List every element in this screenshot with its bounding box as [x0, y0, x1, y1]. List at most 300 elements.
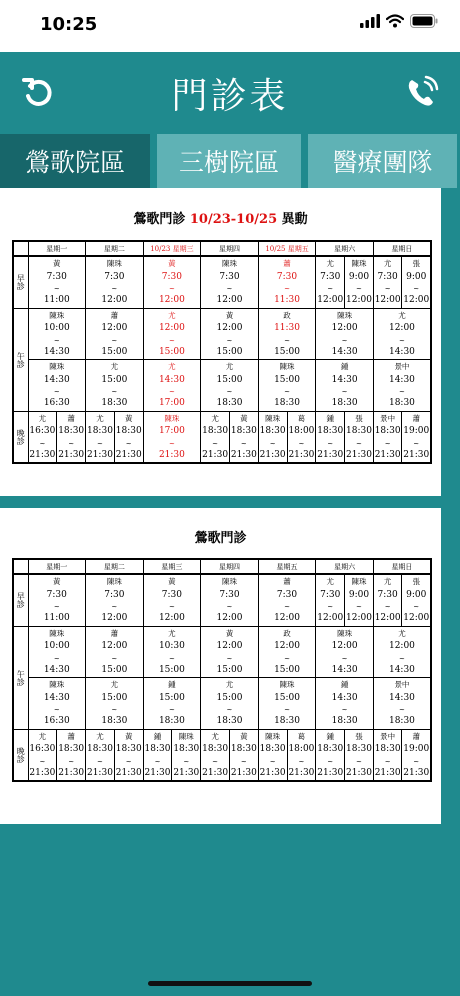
time-separator: ~ [168, 336, 175, 345]
time-separator: ~ [226, 654, 233, 663]
start-time: 16:30 [29, 744, 56, 754]
day-header: 星期四 [201, 559, 259, 574]
schedule-table [12, 558, 432, 782]
doctor-name: 葛 [297, 731, 306, 741]
start-time: 18:30 [58, 744, 85, 754]
end-time: 21:30 [259, 767, 286, 778]
end-time: 12:00 [346, 295, 372, 305]
schedule-cell [86, 729, 144, 781]
doctor-name: 尤 [225, 362, 234, 371]
start-time: 9:00 [406, 271, 427, 282]
clinic-slot [86, 257, 143, 308]
time-separator: ~ [212, 439, 219, 448]
doctor-name: 黃 [53, 259, 61, 268]
session-label: 早診 [13, 574, 28, 626]
session-label: 晚診 [13, 729, 28, 781]
schedule-cell [373, 574, 431, 626]
schedule-cell [86, 308, 144, 360]
schedule-table [12, 240, 432, 464]
start-time: 18:30 [230, 744, 257, 754]
clinic-slot [144, 678, 201, 729]
schedule-cell [28, 256, 86, 308]
end-time: 21:30 [230, 767, 257, 778]
time-separator: ~ [154, 757, 161, 766]
end-time: 18:30 [101, 716, 128, 726]
doctor-name: 張 [355, 731, 363, 741]
doctor-name: 黃 [225, 628, 234, 638]
end-time: 11:00 [43, 295, 70, 305]
clinic-slot [171, 730, 200, 781]
end-time: 21:30 [317, 767, 344, 778]
start-time: 15:00 [216, 692, 243, 703]
start-time: 12:00 [101, 323, 128, 333]
clinic-slot [374, 575, 402, 626]
time-separator: ~ [284, 603, 290, 611]
clinic-slot [401, 412, 430, 463]
clinic-slot [144, 627, 201, 678]
start-time: 15:00 [101, 374, 128, 385]
clinic-slot [144, 730, 172, 781]
time-separator: ~ [125, 757, 132, 766]
end-time: 15:00 [158, 346, 185, 357]
clinic-slot [316, 678, 373, 729]
clinic-slot [287, 412, 316, 463]
clinic-slot [374, 412, 402, 463]
doctor-name: 尤 [110, 362, 119, 371]
schedule-cell [28, 411, 86, 463]
doctor-name: 景中 [394, 680, 410, 689]
clinic-slot [201, 412, 229, 463]
day-header: 星期五 [258, 559, 316, 574]
start-time: 18:30 [374, 426, 401, 436]
start-time: 14:30 [43, 692, 70, 703]
schedule-cell [143, 729, 201, 781]
time-separator: ~ [226, 285, 233, 293]
wifi-icon [386, 14, 404, 28]
clinic-slot [344, 575, 373, 626]
clinic-slot [29, 257, 86, 308]
end-time: 14:30 [43, 346, 70, 357]
doctor-name: 陳珠 [265, 413, 281, 423]
schedule-cell [143, 678, 201, 730]
end-time: 15:00 [101, 346, 128, 357]
end-time: 21:30 [29, 449, 56, 460]
time-separator: ~ [384, 603, 391, 611]
clinic-slot [374, 678, 430, 729]
start-time: 18:30 [202, 426, 229, 436]
start-time: 7:30 [161, 589, 183, 600]
schedule-cell [316, 678, 374, 730]
doctor-name: 陳珠 [49, 362, 65, 371]
end-time: 11:30 [274, 295, 300, 305]
doctor-name: 陳珠 [265, 731, 281, 741]
clinic-slot [344, 257, 373, 308]
start-time: 11:30 [274, 323, 300, 333]
clinic-slot [401, 730, 430, 781]
start-time: 7:30 [104, 589, 125, 600]
time-separator: ~ [341, 388, 348, 396]
status-time: 10:25 [40, 14, 98, 35]
schedule-cell [201, 308, 259, 360]
clinic-slot [316, 257, 344, 308]
start-time: 15:00 [274, 374, 300, 385]
schedule-title: 鶯歌門診 [194, 531, 247, 546]
end-time: 21:30 [403, 767, 430, 778]
start-time: 7:30 [104, 271, 125, 282]
schedule-cell [316, 411, 374, 463]
start-time: 14:30 [158, 374, 185, 385]
schedule-cell [86, 360, 144, 412]
start-time: 12:00 [388, 323, 415, 333]
end-time: 21:30 [58, 767, 85, 778]
start-time: 18:30 [259, 426, 286, 436]
time-separator: ~ [53, 603, 60, 611]
time-separator: ~ [111, 603, 118, 611]
time-separator: ~ [327, 757, 334, 766]
doctor-name: 尤 [168, 310, 176, 320]
start-time: 12:00 [388, 641, 415, 651]
tab-medical-team[interactable]: 醫療團隊 [308, 134, 457, 188]
doctor-name: 政 [283, 628, 291, 638]
clinic-slot [29, 575, 86, 626]
end-time: 12:00 [346, 613, 372, 623]
time-separator: ~ [399, 654, 405, 663]
clinic-slot [374, 309, 430, 360]
start-time: 12:00 [216, 641, 243, 651]
start-time: 18:30 [173, 744, 200, 754]
start-time: 7:30 [276, 271, 298, 282]
start-time: 18:30 [115, 426, 142, 436]
schedule-cell [28, 678, 86, 730]
time-separator: ~ [240, 757, 247, 766]
end-time: 12:00 [317, 613, 344, 623]
clinic-slot [316, 730, 344, 781]
schedule-cell [258, 308, 316, 360]
start-time: 18:30 [346, 426, 372, 436]
doctor-name: 尤 [38, 413, 47, 423]
schedule-cell [28, 360, 86, 412]
schedule-panel-changes [0, 188, 441, 496]
doctor-name: 尤 [96, 731, 104, 741]
start-time: 19:00 [403, 426, 430, 436]
clinic-slot [344, 412, 373, 463]
doctor-name: 黃 [168, 259, 176, 268]
time-separator: ~ [39, 439, 46, 448]
time-separator: ~ [53, 654, 60, 663]
doctor-name: 黃 [124, 413, 133, 423]
schedule-cell [143, 626, 201, 678]
start-time: 12:00 [101, 641, 128, 651]
time-separator: ~ [341, 336, 348, 345]
end-time: 21:30 [374, 767, 401, 778]
doctor-name: 蕭 [67, 731, 75, 741]
start-time: 9:00 [406, 589, 427, 600]
schedule-cell [316, 256, 374, 308]
start-time: 18:30 [374, 744, 401, 754]
start-time: 9:00 [348, 589, 370, 600]
schedule-cell [86, 411, 144, 463]
end-time: 21:30 [374, 449, 401, 460]
end-time: 21:30 [346, 449, 372, 460]
doctor-name: 黃 [53, 577, 61, 586]
day-header: 星期一 [28, 559, 86, 574]
doctor-name: 尤 [38, 731, 47, 741]
day-header: 10/23 星期三 [143, 241, 201, 256]
end-time: 12:00 [216, 613, 243, 623]
schedule-cell [28, 729, 86, 781]
doctor-name: 陳珠 [221, 577, 237, 586]
doctor-name: 景中 [380, 413, 396, 423]
clinic-slot [201, 678, 258, 729]
end-time: 15:00 [216, 664, 243, 675]
start-time: 10:00 [43, 641, 70, 651]
schedule-cell [373, 308, 431, 360]
doctor-name: 陳珠 [164, 413, 180, 423]
time-separator: ~ [97, 439, 103, 448]
clinic-slot [374, 360, 430, 411]
end-time: 14:30 [388, 664, 415, 675]
end-time: 12:00 [101, 613, 128, 623]
start-time: 14:30 [388, 374, 415, 385]
time-separator: ~ [284, 388, 290, 396]
start-time: 17:00 [158, 426, 185, 436]
clinic-slot [56, 730, 85, 781]
doctor-name: 陳珠 [351, 577, 367, 586]
session-label: 晚診 [13, 411, 28, 463]
start-time: 18:30 [202, 744, 229, 754]
start-time: 15:00 [274, 692, 300, 703]
day-header: 星期四 [201, 241, 259, 256]
end-time: 21:30 [288, 767, 315, 778]
doctor-name: 黃 [168, 577, 176, 586]
doctor-name: 尤 [168, 362, 176, 371]
start-time: 7:30 [219, 589, 240, 600]
time-separator: ~ [413, 603, 420, 611]
time-separator: ~ [39, 757, 46, 766]
doctor-name: 尤 [326, 259, 334, 268]
clinic-slot [374, 257, 402, 308]
clinic-slot [29, 360, 86, 411]
time-separator: ~ [168, 388, 175, 396]
time-separator: ~ [212, 757, 219, 766]
schedule-cell [373, 729, 431, 781]
time-separator: ~ [284, 285, 290, 293]
end-time: 15:00 [101, 664, 128, 675]
end-time: 21:30 [202, 767, 229, 778]
clinic-slot [201, 575, 258, 626]
time-separator: ~ [240, 439, 247, 448]
start-time: 18:30 [259, 744, 286, 754]
day-header: 10/25 星期五 [258, 241, 316, 256]
doctor-name: 尤 [383, 259, 392, 268]
time-separator: ~ [226, 603, 233, 611]
end-time: 18:30 [388, 398, 415, 408]
start-time: 18:30 [115, 744, 142, 754]
end-time: 21:30 [144, 767, 171, 778]
schedule-cell [143, 574, 201, 626]
time-separator: ~ [111, 285, 118, 293]
time-separator: ~ [284, 706, 290, 714]
end-time: 16:30 [43, 716, 70, 726]
schedule-cell [258, 574, 316, 626]
schedule-panel-regular [0, 508, 441, 824]
time-separator: ~ [341, 706, 348, 714]
schedule-cell [373, 626, 431, 678]
phone-call-icon[interactable] [404, 74, 440, 110]
doctor-name: 蕭 [412, 413, 420, 423]
doctor-name: 尤 [398, 310, 406, 320]
app-header [0, 52, 460, 132]
end-time: 21:30 [158, 449, 185, 460]
time-separator: ~ [284, 336, 290, 345]
time-separator: ~ [226, 706, 233, 714]
end-time: 17:00 [158, 398, 185, 408]
end-time: 21:30 [288, 449, 315, 460]
day-header: 星期二 [86, 559, 144, 574]
schedule-cell [373, 411, 431, 463]
start-time: 7:30 [320, 271, 341, 282]
doctor-name: 張 [355, 413, 363, 423]
clinic-slot [259, 309, 316, 360]
clinic-slot [229, 412, 258, 463]
end-time: 15:00 [216, 346, 243, 357]
doctor-name: 鍾 [153, 731, 162, 741]
time-separator: ~ [399, 706, 405, 714]
end-time: 15:00 [158, 664, 185, 675]
schedule-cell [201, 678, 259, 730]
end-time: 14:30 [43, 664, 70, 675]
doctor-name: 尤 [326, 577, 334, 586]
corner-cell [13, 241, 28, 256]
time-separator: ~ [298, 757, 305, 766]
doctor-name: 黃 [240, 731, 248, 741]
end-time: 12:00 [216, 295, 243, 305]
schedule-cell [201, 626, 259, 678]
start-time: 7:30 [377, 589, 398, 600]
start-time: 18:30 [86, 744, 113, 754]
day-header: 星期六 [316, 559, 374, 574]
time-separator: ~ [168, 285, 175, 293]
doctor-name: 蕭 [67, 413, 75, 423]
clinic-slot [374, 730, 402, 781]
schedule-cell [316, 360, 374, 412]
end-time: 21:30 [58, 449, 85, 460]
time-separator: ~ [125, 439, 132, 448]
start-time: 15:00 [101, 692, 128, 703]
tab-yingge[interactable]: 鶯歌院區 [0, 134, 150, 188]
time-separator: ~ [53, 336, 60, 345]
doctor-name: 陳珠 [49, 680, 65, 689]
doctor-name: 尤 [211, 731, 219, 741]
start-time: 7:30 [219, 271, 240, 282]
signal-icon [360, 14, 380, 28]
end-time: 18:30 [274, 716, 300, 726]
clinic-slot [316, 575, 344, 626]
clinic-slot [29, 730, 57, 781]
doctor-name: 蕭 [110, 310, 119, 320]
clinic-slot [374, 627, 430, 678]
doctor-name: 景中 [380, 731, 396, 741]
doctor-name: 陳珠 [49, 310, 65, 320]
doctor-name: 鍾 [340, 680, 349, 689]
schedule-cell [86, 574, 144, 626]
clinic-slot [201, 257, 258, 308]
schedule-cell [28, 626, 86, 678]
start-time: 14:30 [331, 692, 358, 703]
end-time: 21:30 [29, 767, 56, 778]
time-separator: ~ [53, 706, 60, 714]
schedule-cell [143, 308, 201, 360]
doctor-name: 蕭 [283, 259, 291, 268]
end-time: 21:30 [259, 449, 286, 460]
doctor-name: 鍾 [326, 731, 334, 741]
tab-sanshu[interactable]: 三樹院區 [157, 134, 301, 188]
clinic-slot [259, 678, 316, 729]
doctor-name: 張 [412, 259, 420, 268]
end-time: 21:30 [346, 767, 372, 778]
start-time: 7:30 [46, 271, 67, 282]
schedule-cell [143, 360, 201, 412]
clinic-slot [29, 678, 86, 729]
time-separator: ~ [413, 757, 420, 766]
clinic-slot [144, 257, 201, 308]
doctor-name: 黃 [225, 310, 234, 320]
time-separator: ~ [413, 285, 420, 293]
end-time: 12:00 [403, 613, 430, 623]
doctor-name: 尤 [96, 413, 104, 423]
schedule-cell [143, 256, 201, 308]
start-time: 15:00 [158, 692, 185, 703]
day-header: 星期日 [373, 559, 431, 574]
clinic-slot [86, 309, 143, 360]
time-separator: ~ [183, 757, 190, 766]
schedule-cell [258, 360, 316, 412]
clinic-slot [29, 627, 86, 678]
clinic-slot [86, 412, 114, 463]
clinic-slot [201, 360, 258, 411]
time-separator: ~ [399, 388, 405, 396]
schedule-cell [201, 360, 259, 412]
doctor-name: 陳珠 [106, 259, 122, 268]
doctor-name: 鍾 [168, 680, 176, 689]
time-separator: ~ [68, 439, 75, 448]
clinic-slot [144, 360, 201, 411]
time-separator: ~ [168, 654, 175, 663]
end-time: 12:00 [158, 613, 185, 623]
doctor-name: 陳珠 [178, 731, 194, 741]
clinic-slot [29, 309, 86, 360]
session-label: 早診 [13, 256, 28, 308]
clinic-slot [259, 730, 287, 781]
end-time: 11:00 [43, 613, 70, 623]
status-bar [0, 0, 460, 52]
doctor-name: 陳珠 [279, 362, 295, 371]
start-time: 18:30 [144, 744, 171, 754]
clinic-slot [29, 412, 57, 463]
end-time: 12:00 [317, 295, 344, 305]
clinic-slot [201, 309, 258, 360]
doctor-name: 尤 [225, 680, 234, 689]
time-separator: ~ [111, 654, 118, 663]
schedule-cell [201, 411, 259, 463]
campus-tabs [0, 134, 460, 188]
end-time: 14:30 [388, 346, 415, 357]
corner-cell [13, 559, 28, 574]
doctor-name: 蕭 [412, 731, 420, 741]
time-separator: ~ [356, 757, 362, 766]
time-separator: ~ [168, 603, 175, 611]
time-separator: ~ [327, 439, 334, 448]
